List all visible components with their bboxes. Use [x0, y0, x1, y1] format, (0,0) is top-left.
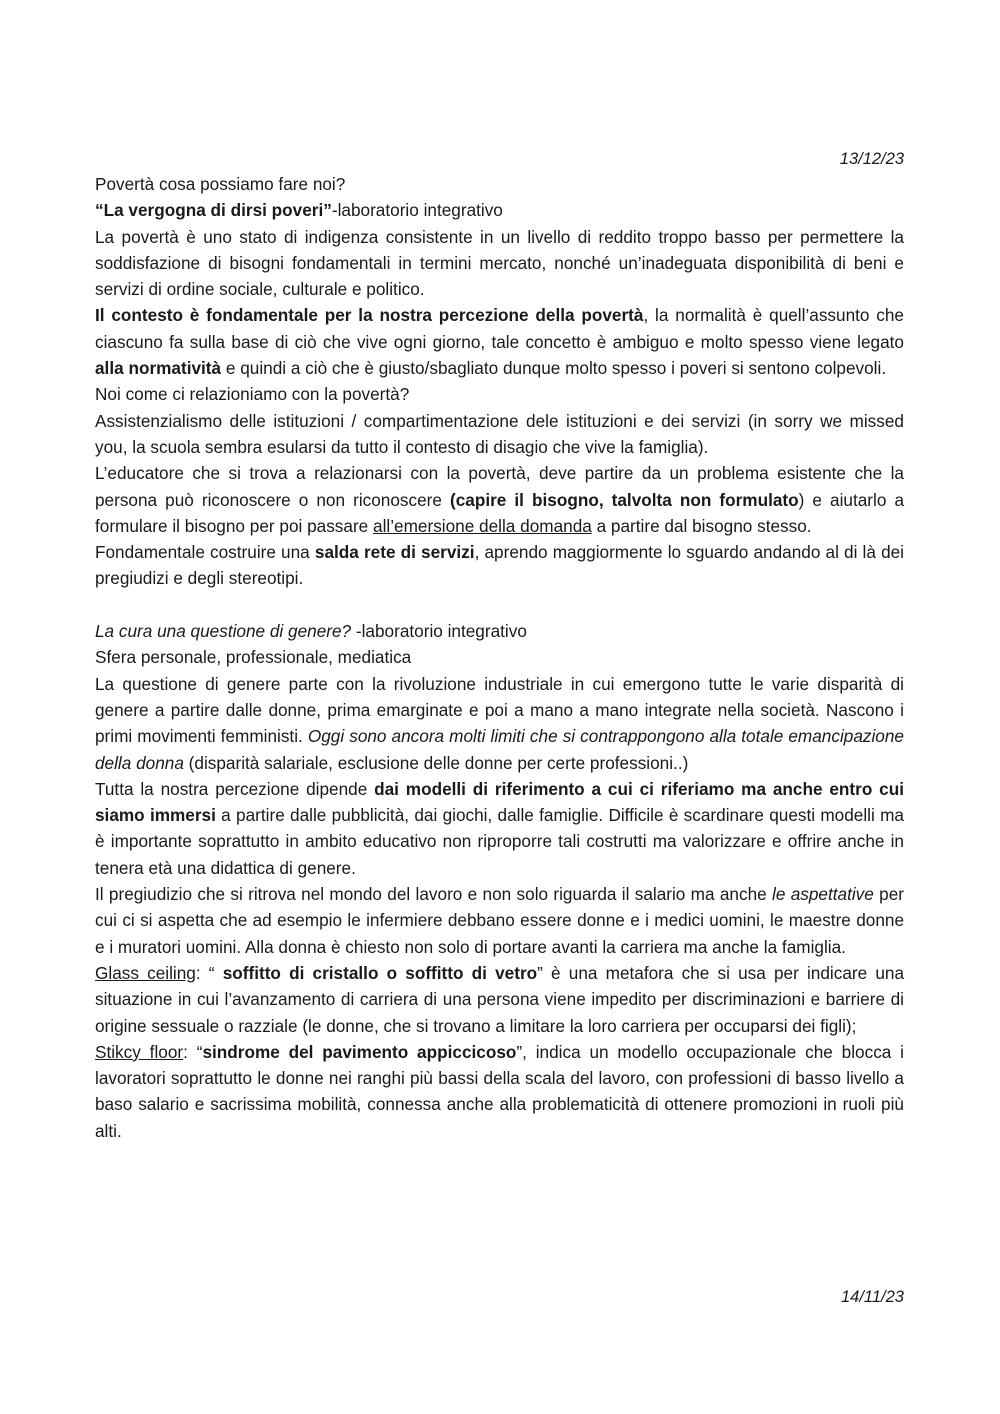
section1-p5-bold: (capire il bisogno, talvolta non formulato [449, 489, 799, 510]
section1-p2-bold-1: Il contesto è fondamentale per la nostra percezione della povertà [95, 305, 644, 326]
section2-p4-text-1: : “ [195, 962, 223, 983]
section2-p2-bold: dai modelli di riferimento a cui ci riferiamo ma anche entro cui siamo immersi [95, 778, 904, 826]
section1-subtitle [95, 197, 904, 223]
section2-paragraph-1 [95, 671, 904, 776]
section2-p1-italic: Oggi sono ancora molti limiti che si contrappongono alla totale emancipazione della donna [95, 726, 904, 773]
section2-paragraph-2 [95, 776, 904, 881]
section1-p5-text-3: a partire dal bisogno stesso. [591, 515, 812, 536]
section1-paragraph-2 [95, 302, 904, 381]
section1-p6-bold: salda rete di servizi [314, 542, 475, 563]
section1-paragraph-6 [95, 539, 904, 592]
section2-p4-bold: soffitto di cristallo o soffitto di vetro [222, 962, 538, 983]
section2-p3-italic: le aspettative [772, 884, 874, 905]
section2-p5-bold: sindrome del pavimento appiccicoso [202, 1041, 517, 1062]
section2-p1-text-1: La questione di genere parte con la rivoluzione industriale in cui emergono tutte le varie disparità di genere a partire dalle donne, prima emarginate e poi a mano a mano integrate nella società. Nascono i primi movimenti femministi. [95, 673, 904, 747]
section2-p1-text-2: (disparità salariale, esclusione delle donne per certe professioni..) [183, 752, 689, 773]
glass-ceiling-term: Glass ceiling [95, 962, 196, 983]
section2-paragraph-4 [95, 960, 904, 1039]
section1-p2-text-1: , la normalità è quell’assunto che ciascuno fa sulla base di ciò che vive ogni giorno, tale concetto è ambiguo e molto spesso viene legato [95, 305, 904, 352]
section1-title: Povertà cosa possiamo fare noi? [95, 174, 346, 194]
date-top: 13/12/23 [839, 150, 904, 168]
section2-p3-text-1: Il pregiudizio che si ritrova nel mondo del lavoro e non solo riguarda il salario ma anche [95, 884, 773, 905]
section-spacer [95, 592, 904, 618]
section2-p2-text-2: a partire dalle pubblicità, dai giochi, dalle famiglie. Difficile è scardinare questi modelli ma è importante soprattutto in ambito educativo non riproporre tali costrutti ma valorizzare e offrire anche in tenera età una didattica di genere. [95, 805, 904, 878]
section1-paragraph-1: La povertà è uno stato di indigenza consistente in un livello di reddito troppo basso per permettere la soddisfazione di bisogni fondamentali in termini mercato, nonché un’inadeguata disponibilità di beni e servizi di ordine sociale, culturale e politico. [95, 226, 904, 300]
section2-p3-text-2: per cui ci si aspetta che ad esempio le infermiere debbano essere donne e i medici uomini, le maestre donne e i muratori uomini. Alla donna è chiesto non solo di portare avanti la carriera ma anche la famiglia. [95, 884, 905, 957]
section2-p5-text-2: ”, indica un modello occupazionale che blocca i lavoratori soprattutto le donne nei ranghi più bassi della scala del lavoro, con professioni di basso livello a baso salario e sacrissima mobilità, connessa anche alla problematicità di ottenere promozioni in ruoli più alti. [95, 1041, 904, 1141]
section1-subtitle-bold: “La vergogna di dirsi poveri” [95, 200, 332, 221]
section1-paragraph-3: Noi come ci relazioniamo con la povertà? [95, 384, 410, 405]
section2-p5-text-1: : “ [183, 1041, 203, 1062]
section2-title-italic: La cura una questione di genere? [95, 621, 352, 642]
section1-p2-text-2: e quindi a ciò che è giusto/sbagliato dunque molto spesso i poveri si sentono colpevoli. [221, 358, 887, 379]
section2-p4-text-2: ” è una metafora che si usa per indicare una situazione in cui l’avanzamento di carriera di una persona viene impedito per discriminazioni e barriere di origine sessuale o razziale (le donne, che si trovano a limitare la loro carriera per occuparsi dei figli); [95, 962, 905, 1036]
section2-title [95, 618, 904, 644]
section1-p5-text-1: L’educatore che si trova a relazionarsi con la povertà, deve partire da un problema esistente che la persona può riconoscere o non riconoscere [95, 463, 904, 510]
section1-p6-text-1: Fondamentale costruire una [95, 542, 315, 563]
section2-title-rest: -laboratorio integrativo [351, 621, 527, 642]
section2-paragraph-5 [95, 1039, 904, 1144]
sticky-floor-term: Stikcy floor [95, 1041, 184, 1062]
section2-line-2: Sfera personale, professionale, mediatica [95, 647, 412, 668]
section1-paragraph-5 [95, 460, 904, 539]
section1-p6-text-2: , aprendo maggiormente lo sguardo andando al di là dei pregiudizi e degli stereotipi. [95, 542, 905, 589]
section1-p5-underline: all’emersione della domanda [373, 515, 592, 536]
section1-subtitle-rest: -laboratorio integrativo [331, 200, 503, 221]
section1-p2-bold-2: alla normatività [95, 358, 222, 379]
section2-p2-text-1: Tutta la nostra percezione dipende [95, 778, 375, 799]
document-body [95, 171, 904, 1144]
date-bottom: 14/11/23 [840, 1288, 904, 1306]
section1-p5-text-2: ) e aiutarlo a formulare il bisogno per poi passare [95, 489, 905, 536]
section1-paragraph-4: Assistenzialismo delle istituzioni / compartimentazione dele istituzioni e dei servizi (in sorry we missed you, la scuola sembra esularsi da tutto il contesto di disagio che vive la famiglia). [95, 410, 904, 457]
section2-paragraph-3 [95, 881, 904, 960]
